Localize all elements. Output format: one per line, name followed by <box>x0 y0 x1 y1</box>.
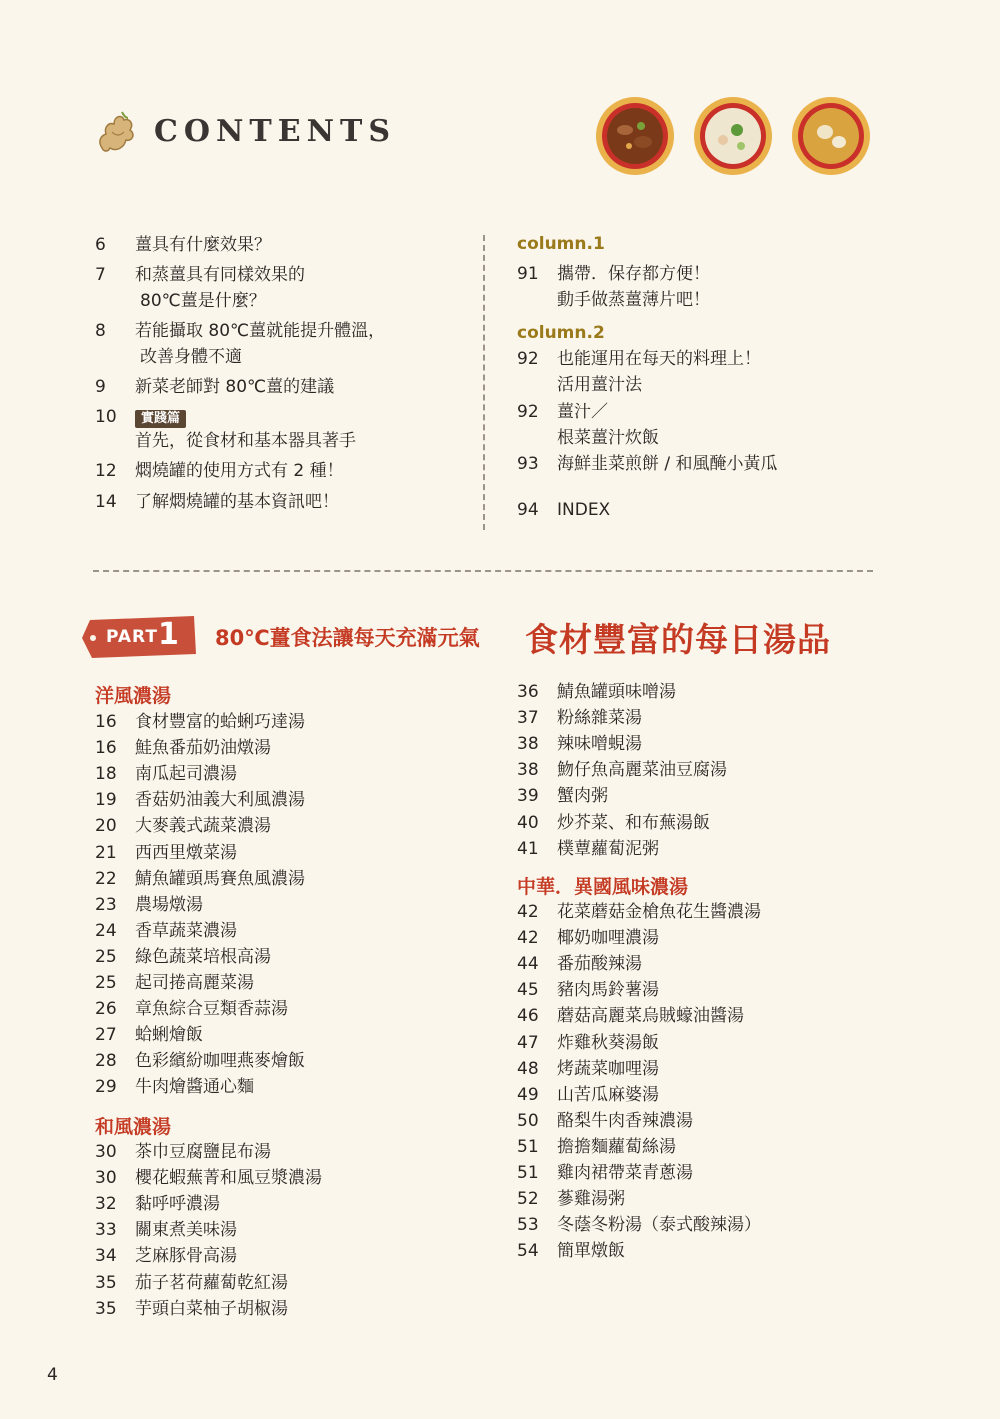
bowl-clear-soup-icon <box>791 96 871 176</box>
ginger-icon <box>92 108 138 156</box>
page-number: 4 <box>47 1365 58 1385</box>
column-heading: column.2 <box>517 323 605 343</box>
practice-badge: 實踐篇 <box>135 410 186 428</box>
section-heading: 和風濃湯 <box>95 1116 172 1138</box>
part-number: 1 <box>158 617 179 652</box>
bowl-miso-soup-icon <box>595 96 675 176</box>
section-divider <box>93 570 873 572</box>
section-heading: 中華．異國風味濃湯 <box>517 876 689 898</box>
part-label: PART <box>106 627 158 647</box>
part-title: 食材豐富的每日湯品 <box>525 620 831 659</box>
column-divider <box>483 235 485 530</box>
section-heading: 洋風濃湯 <box>95 685 172 707</box>
page-title: CONTENTS <box>154 114 397 149</box>
bowl-cream-soup-icon <box>693 96 773 176</box>
part-subtitle: 80℃薑食法讓每天充滿元氣 <box>215 626 480 650</box>
column-heading: column.1 <box>517 234 605 254</box>
